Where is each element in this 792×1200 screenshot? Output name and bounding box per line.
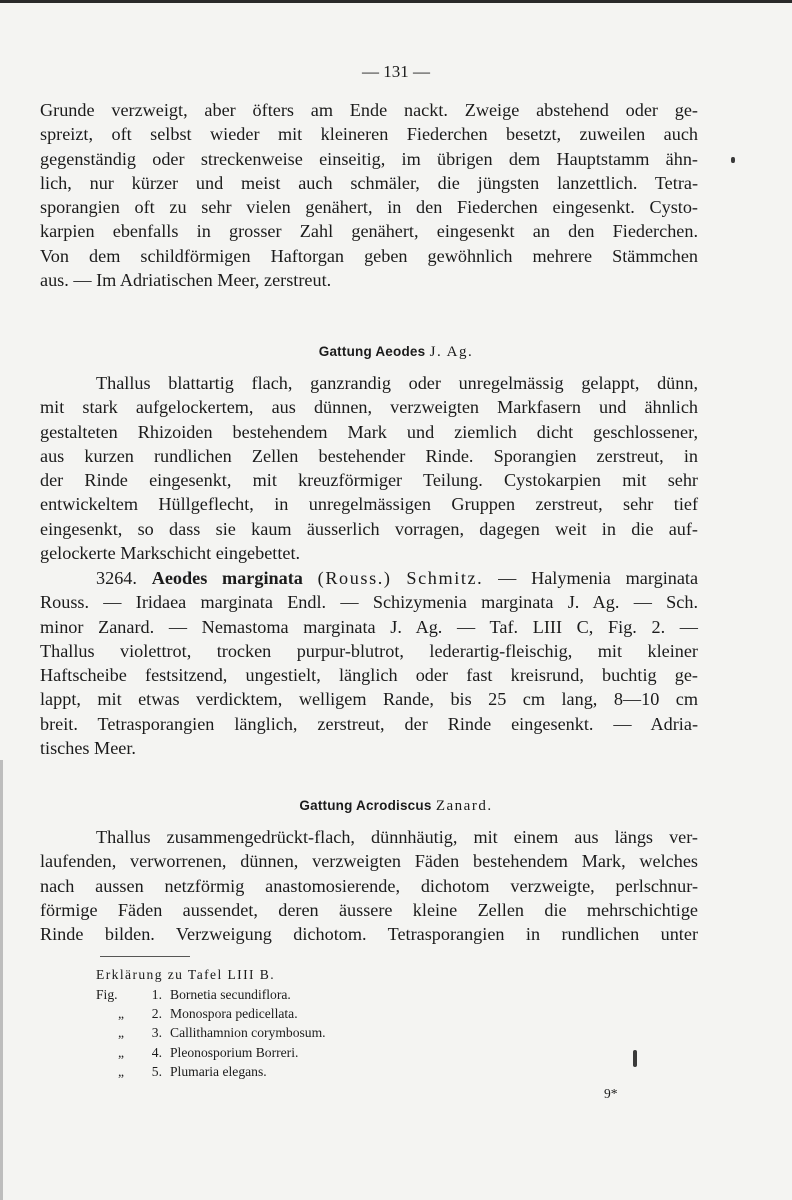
text-line: Thallus blattartig flach, ganzrandig oder unregelmässig gelappt, dünn, — [96, 373, 698, 393]
genus-name: Gattung Acrodiscus — [299, 798, 432, 813]
plate-figure-item — [96, 1004, 326, 1023]
text-line: laufenden, verworrenen, dünnen, verzweigten Fäden bestehendem Mark, welches — [40, 851, 698, 872]
figure-number: 5. — [151, 1063, 162, 1079]
figure-caption: Pleonosporium Borreri. — [170, 1044, 299, 1060]
text-line: der Rinde eingesenkt, mit kreuzförmiger Teilung. Cystokarpien mit sehr — [40, 470, 698, 491]
plate-figure-item — [96, 1062, 326, 1081]
footnote-divider — [100, 956, 190, 957]
text-line: aus kurzen rundlichen Zellen bestehender Rinde. Sporangien zerstreut, in — [40, 445, 698, 466]
text-line: Von dem schildförmigen Haftorgan geben gewöhnlich mehrere Stämmchen — [40, 245, 698, 266]
figure-prefix: Fig. — [96, 987, 118, 1002]
text-line: gestalteten Rhizoiden bestehendem Mark und ziemlich dicht geschlossener, — [40, 421, 698, 442]
figure-caption: Plumaria elegans. — [170, 1063, 267, 1079]
plate-explanation-title: Erklärung zu Tafel LIII B. — [96, 967, 276, 982]
ink-mark — [633, 1050, 637, 1067]
figure-number: 1. — [151, 987, 162, 1002]
page-number: — 131 — — [362, 62, 430, 81]
text-line: eingesenkt, so dass sie kaum äusserlich vorragen, dagegen weit in die auf- — [40, 518, 698, 539]
species-entry-3264 — [40, 566, 698, 760]
text-line: minor Zanard. — Nemastoma marginata J. Ag. — Taf. LIII C, Fig. 2. — — [40, 616, 698, 637]
genus-name: Gattung Aeodes — [318, 344, 426, 359]
species-first-line — [40, 566, 698, 590]
text-line: karpien ebenfalls in grosser Zahl genähert, eingesenkt an den Fiederchen. — [40, 221, 698, 242]
figure-caption: Callithamnion corymbosum. — [170, 1025, 326, 1041]
text-line: nach aussen netzförmig anastomosierende, dichotom verzweigte, perlschnur- — [40, 875, 698, 896]
species-author-b: Schmitz. — [406, 568, 484, 588]
paragraph-aeodes-description — [40, 371, 698, 565]
text-line: Rinde bilden. Verzweigung dichotom. Tetrasporangien in rundlichen unter — [40, 924, 698, 945]
text-line: breit. Tetrasporangien länglich, zerstreut, der Rinde eingesenkt. — Adria- — [40, 713, 698, 734]
text-line: sporangien oft zu sehr vielen genähert, in den Fiederchen eingesenkt. Cysto- — [40, 197, 698, 218]
text-line: förmige Fäden aussendet, deren äussere kleine Zellen die mehrschichtige — [40, 899, 698, 920]
ink-speck — [731, 157, 735, 163]
page-top-edge — [0, 0, 792, 3]
genus-author: J. Ag. — [429, 344, 474, 360]
figure-prefix: „ — [118, 1063, 125, 1079]
text-line: lappt, mit etwas verdicktem, welligem Rande, bis 25 cm lang, 8—10 cm — [40, 689, 698, 710]
genus-heading-aeodes — [0, 344, 792, 361]
text-line: Grunde verzweigt, aber öfters am Ende nackt. Zweige abstehend oder ge- — [40, 100, 698, 120]
sheet-signature: 9* — [604, 1086, 618, 1101]
species-synonyms: — Halymenia marginata — [498, 568, 699, 588]
genus-heading-acrodiscus — [0, 798, 792, 815]
plate-explanation — [96, 964, 326, 1081]
figure-prefix: „ — [118, 1006, 125, 1022]
text-line: Haftscheibe festsitzend, ungestielt, länglich oder fast kreisrund, buchtig ge- — [40, 665, 698, 686]
text-line: entwickeltem Hüllgeflecht, in unregelmässigen Gruppen zerstreut, sehr tief — [40, 494, 698, 515]
page-left-edge — [0, 760, 3, 1200]
species-number: 3264. — [96, 568, 137, 588]
species-name: Aeodes marginata — [151, 568, 303, 588]
text-line: gegenständig oder streckenweise einseitig, im übrigen dem Hauptstamm ähn- — [40, 148, 698, 169]
figure-number: 2. — [151, 1006, 162, 1022]
text-line: Thallus violettrot, trocken purpur-blutrot, lederartig-fleischig, mit kleiner — [40, 640, 698, 661]
paragraph-continuation — [40, 98, 698, 292]
species-author-a: (Rouss.) — [317, 568, 392, 588]
text-line: aus. — Im Adriatischen Meer, zerstreut. — [40, 270, 332, 291]
text-line: lich, nur kürzer und meist auch schmäler, die jüngsten lanzettlich. Tetra- — [40, 172, 698, 193]
text-line: spreizt, oft selbst wieder mit kleineren Fiederchen besetzt, zuweilen auch — [40, 124, 698, 145]
figure-caption: Monospora pedicellata. — [170, 1006, 298, 1022]
text-line: Thallus zusammengedrückt-flach, dünnhäutig, mit einem aus längs ver- — [96, 827, 698, 847]
figure-prefix: „ — [118, 1025, 125, 1041]
genus-author: Zanard. — [435, 798, 493, 814]
figure-number: 3. — [151, 1025, 162, 1041]
plate-figure-item — [96, 1023, 326, 1042]
paragraph-acrodiscus-description — [40, 825, 698, 946]
text-line: mit stark aufgelockertem, aus dünnen, verzweigten Markfasern und ähnlich — [40, 397, 698, 418]
figure-number: 4. — [151, 1044, 162, 1060]
text-line: Rouss. — Iridaea marginata Endl. — Schizymenia marginata J. Ag. — Sch. — [40, 592, 698, 613]
text-line: tisches Meer. — [40, 738, 136, 759]
plate-figure-item — [96, 1043, 326, 1062]
text-line: gelockerte Markschicht eingebettet. — [40, 543, 301, 564]
figure-prefix: „ — [118, 1044, 125, 1060]
plate-figure-item — [96, 985, 326, 1004]
figure-caption: Bornetia secundiflora. — [170, 987, 291, 1002]
